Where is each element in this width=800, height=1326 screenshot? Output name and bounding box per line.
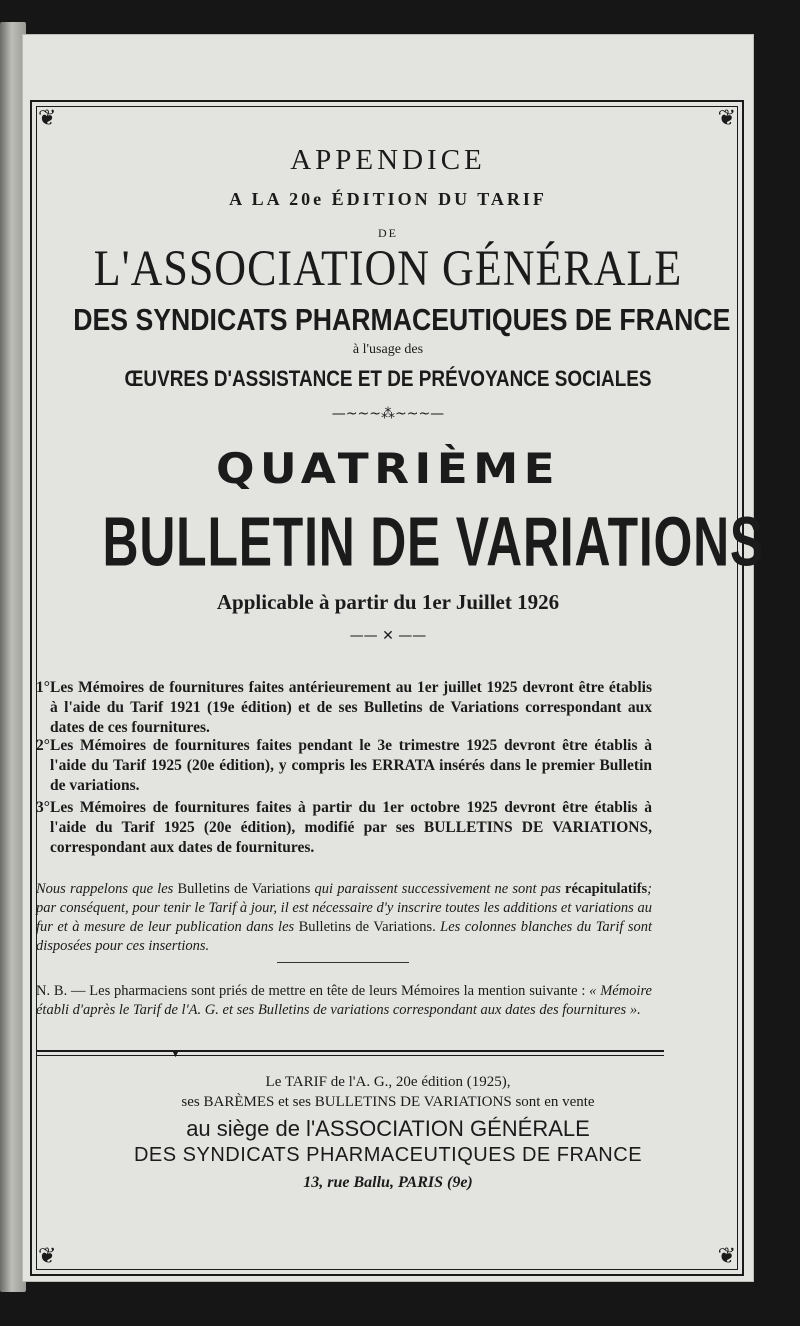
reminder-text: Les colonnes blanches du Tarif sont disposées pour ces insertions.	[36, 919, 652, 954]
appendice-heading: APPENDICE	[290, 144, 486, 176]
rule-marker-icon: ▼	[172, 1049, 179, 1059]
corner-ornament-icon: ❦	[38, 1244, 57, 1269]
footer-line: au siège de l'ASSOCIATION GÉNÉRALE	[186, 1116, 590, 1141]
corner-ornament-icon: ❦	[38, 106, 57, 131]
association-title: L'ASSOCIATION GÉNÉRALE	[93, 240, 683, 297]
double-rule	[36, 1050, 664, 1056]
reminder-text: Bulletins de Variations	[177, 881, 311, 897]
corner-ornament-icon: ❦	[717, 106, 736, 131]
nb-quote: « Mémoire établi d'après le Tarif de l'A. G. et ses Bulletins de variations correspondant aux dates des fournitures ».	[36, 983, 652, 1018]
footer-line: DES SYNDICATS PHARMACEUTIQUES DE FRANCE	[133, 1144, 643, 1166]
reminder-text: ; par conséquent, pour tenir le Tarif à jour, il est nécessaire d'y inscrire toutes les additions et variations au fur et à mesure de leur publication dans les	[36, 881, 653, 935]
list-item	[36, 678, 652, 738]
de-line: DE	[378, 226, 398, 240]
reminder-paragraph	[36, 880, 652, 956]
nb-paragraph	[36, 982, 652, 1020]
item-text: Les Mémoires de fournitures faites pendant le 3e trimestre 1925 devront être établis à l'aide du Tarif 1925 (20e édition), y compris les ERRATA insérés dans le premier Bulletin de variations.	[50, 737, 652, 794]
reminder-emphasis: récapitulatifs	[565, 881, 648, 897]
usage-line: à l'usage des	[352, 342, 424, 357]
item-text: Les Mémoires de fournitures faites antérieurement au 1er juillet 1925 devront être établis à l'aide du Tarif 1921 (19e édition) et de ses Bulletins de Variations correspondant aux dates de ces fournitures.	[50, 679, 652, 736]
item-text: Les Mémoires de fournitures faites à partir du 1er octobre 1925 devront être établis à l'aide du Tarif 1925 (20e édition), modifié par ses BULLETINS DE VARIATIONS, correspondant aux dates de fournitures.	[50, 799, 652, 856]
reminder-text: Nous rappelons que les	[36, 881, 174, 897]
document-page	[22, 34, 765, 1282]
list-item	[36, 736, 652, 796]
edition-line: A LA 20e ÉDITION DU TARIF	[229, 189, 547, 209]
item-number: 2°	[36, 737, 50, 754]
reminder-text: Bulletins de Variations.	[298, 919, 436, 935]
footer-address: 13, rue Ballu, PARIS (9e)	[303, 1174, 473, 1191]
bulletin-title: BULLETIN DE VARIATIONS	[102, 503, 765, 581]
oeuvres-line: ŒUVRES D'ASSISTANCE ET DE PRÉVOYANCE SOCIALES	[124, 366, 652, 391]
item-number: 1°	[36, 679, 50, 696]
reminder-text: qui paraissent successivement ne sont pas	[314, 881, 561, 897]
item-number: 3°	[36, 799, 50, 816]
syndicats-title: DES SYNDICATS PHARMACEUTIQUES DE FRANCE	[73, 302, 731, 337]
corner-ornament-icon: ❦	[717, 1244, 736, 1269]
divider-ornament-icon: —— ✕ ——	[349, 628, 427, 644]
nb-text: N. B. — Les pharmaciens sont priés de mettre en tête de leurs Mémoires la mention suivante :	[36, 983, 586, 999]
swirl-ornament-icon: —~~~⁂~~~—	[331, 406, 445, 422]
footer-line: ses BARÈMES et ses BULLETINS DE VARIATIONS sont en vente	[181, 1094, 595, 1110]
quatrieme-heading: QUATRIÈME	[215, 444, 561, 493]
list-item	[36, 798, 652, 858]
divider	[277, 962, 409, 963]
applicable-date: Applicable à partir du 1er Juillet 1926	[216, 590, 560, 614]
footer-line: Le TARIF de l'A. G., 20e édition (1925),	[265, 1074, 511, 1090]
